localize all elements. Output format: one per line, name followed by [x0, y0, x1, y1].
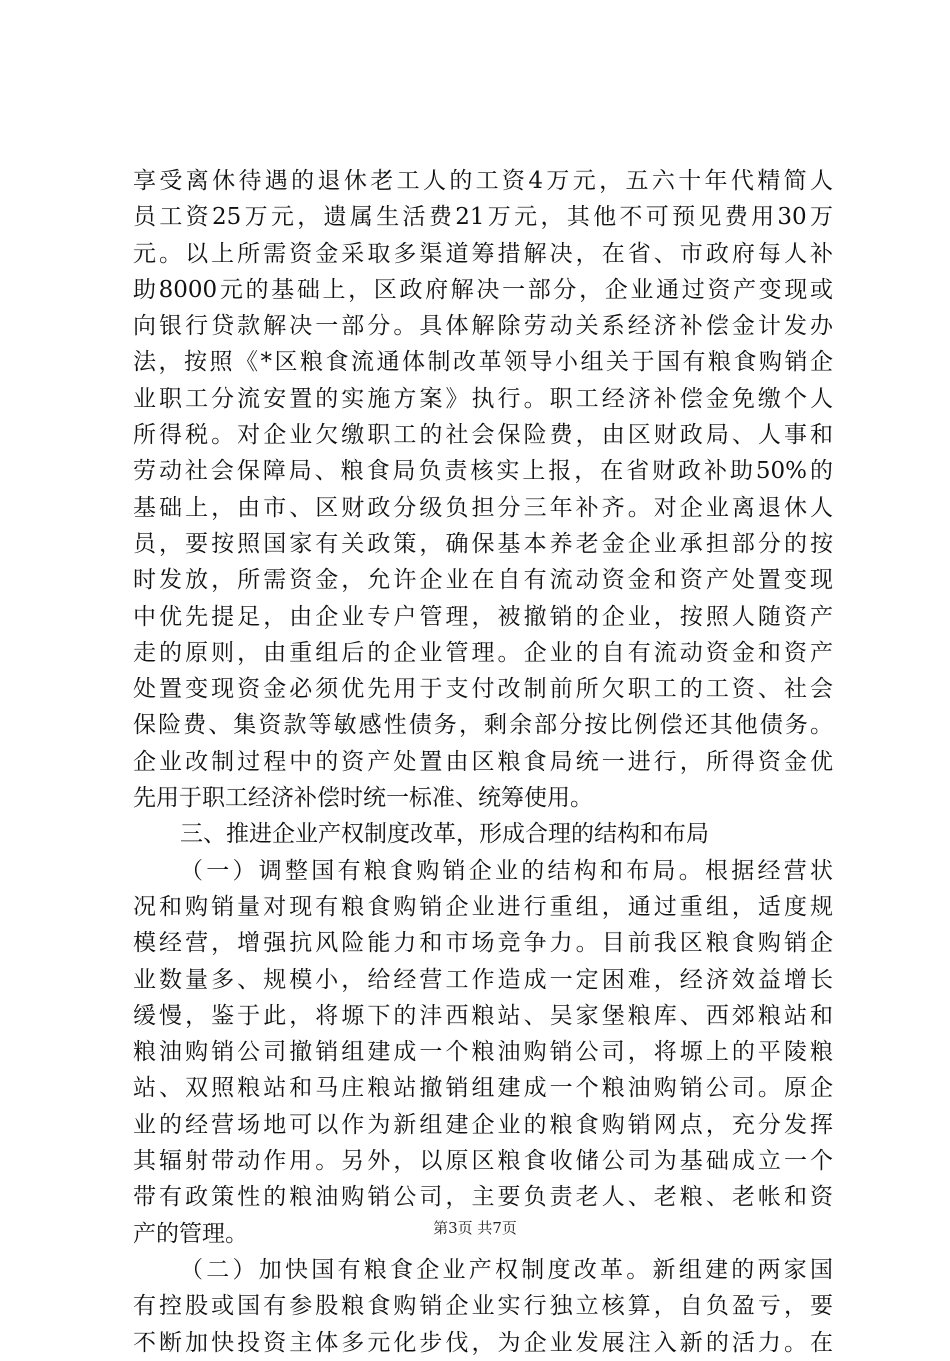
text-line: 时发放，所需资金，允许企业在自有流动资金和资产处置变现 — [133, 567, 833, 594]
text-line: 中优先提足，由企业专户管理，被撤销的企业，按照人随资产 — [133, 603, 833, 630]
text-line: 产的管理。 — [133, 1220, 248, 1247]
text-line: 缓慢，鉴于此，将塬下的沣西粮站、吴家堡粮库、西郊粮站和 — [133, 1002, 833, 1029]
text-line: 助8000元的基础上，区政府解决一部分，企业通过资产变现或 — [133, 276, 833, 303]
text-line: 员，要按照国家有关政策，确保基本养老金企业承担部分的按 — [133, 530, 833, 557]
text-line: 粮油购销公司撤销组建成一个粮油购销公司，将塬上的平陵粮 — [133, 1039, 833, 1066]
text-line: 带有政策性的粮油购销公司，主要负责老人、老粮、老帐和资 — [133, 1184, 833, 1211]
text-line: 企业改制过程中的资产处置由区粮食局统一进行，所得资金优 — [133, 748, 833, 775]
text-line: 三、推进企业产权制度改革，形成合理的结构和布局 — [180, 821, 709, 848]
text-line: 保险费、集资款等敏感性债务，剩余部分按比例偿还其他债务。 — [133, 712, 833, 739]
text-line: 有控股或国有参股粮食购销企业实行独立核算，自负盈亏，要 — [133, 1293, 833, 1320]
page-footer: 第3页 共7页 — [433, 1219, 517, 1237]
document-body — [133, 163, 833, 1361]
text-line: 其辐射带动作用。另外，以原区粮食收储公司为基础成立一个 — [133, 1148, 833, 1175]
text-line: 基础上，由市、区财政分级负担分三年补齐。对企业离退休人 — [133, 494, 833, 521]
text-line: 模经营，增强抗风险能力和市场竞争力。目前我区粮食购销企 — [133, 930, 833, 957]
text-line: 元。以上所需资金采取多渠道筹措解决，在省、市政府每人补 — [133, 240, 833, 267]
text-line: 业的经营场地可以作为新组建企业的粮食购销网点，充分发挥 — [133, 1111, 833, 1138]
text-line: 享受离休待遇的退休老工人的工资4万元，五六十年代精简人 — [133, 168, 833, 194]
text-line: 劳动社会保障局、粮食局负责核实上报，在省财政补助50%的 — [133, 458, 833, 485]
text-line: 向银行贷款解决一部分。具体解除劳动关系经济补偿金计发办 — [133, 313, 833, 340]
text-line: 走的原则，由重组后的企业管理。企业的自有流动资金和资产 — [133, 639, 833, 666]
text-line: 况和购销量对现有粮食购销企业进行重组，通过重组，适度规 — [133, 893, 833, 920]
text-line: 站、双照粮站和马庄粮站撤销组建成一个粮油购销公司。原企 — [133, 1075, 833, 1102]
text-line: 处置变现资金必须优先用于支付改制前所欠职工的工资、社会 — [133, 676, 833, 703]
text-line: 先用于职工经济补偿时统一标准、统筹使用。 — [133, 785, 593, 812]
text-line: （一）调整国有粮食购销企业的结构和布局。根据经营状 — [180, 857, 833, 884]
text-line: 法，按照《*区粮食流通体制改革领导小组关于国有粮食购销企 — [133, 349, 833, 376]
text-line: 不断加快投资主体多元化步伐，为企业发展注入新的活力。在 — [133, 1329, 833, 1356]
text-line: （二）加快国有粮食企业产权制度改革。新组建的两家国 — [180, 1256, 833, 1283]
text-line: 业数量多、规模小，给经营工作造成一定困难，经济效益增长 — [133, 966, 833, 993]
text-line: 业职工分流安置的实施方案》执行。职工经济补偿金免缴个人 — [133, 385, 833, 412]
text-line: 所得税。对企业欠缴职工的社会保险费，由区财政局、人事和 — [133, 422, 833, 449]
text-line: 员工资25万元，遗属生活费21万元，其他不可预见费用30万 — [133, 204, 833, 231]
